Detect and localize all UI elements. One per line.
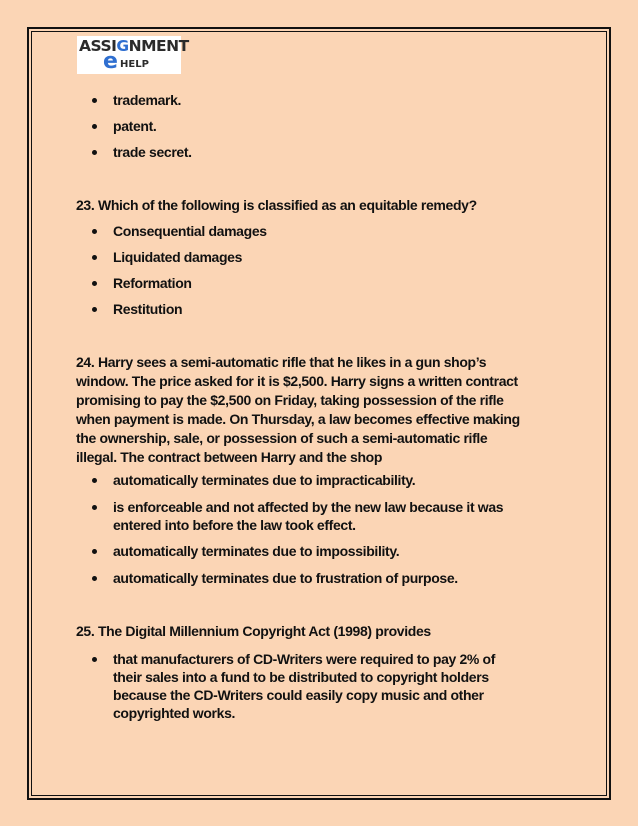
option-text: automatically terminates due to impracticability. [113, 472, 416, 488]
logo-text-part: ASSI [79, 37, 117, 55]
question-24-line: promising to pay the $2,500 on Friday, taking possession of the rifle [76, 392, 504, 408]
bullet-icon [92, 576, 97, 581]
question-24-line: illegal. The contract between Harry and the shop [76, 449, 383, 465]
bullet-icon [92, 150, 97, 155]
option-text-continued: entered into before the law took effect. [113, 517, 356, 533]
bullet-icon [92, 478, 97, 483]
bullet-icon [92, 657, 97, 662]
question-24-line: the ownership, sale, or possession of such a semi-automatic rifle [76, 430, 488, 446]
logo-wordmark [79, 37, 189, 55]
question-23: 23. Which of the following is classified as an equitable remedy? [76, 197, 477, 213]
bullet-icon [92, 255, 97, 260]
option-text: trademark. [113, 92, 182, 108]
option-text: that manufacturers of CD-Writers were required to pay 2% of [113, 651, 496, 667]
option-text: Restitution [113, 301, 183, 317]
option-text: patent. [113, 118, 157, 134]
option-text: trade secret. [113, 144, 192, 160]
logo-help-text: HELP [120, 59, 149, 70]
option-text: Liquidated damages [113, 249, 243, 265]
option-text-continued: copyrighted works. [113, 705, 236, 721]
bullet-icon [92, 124, 97, 129]
assignment-help-logo [77, 36, 189, 74]
option-text-continued: their sales into a fund to be distributed to copyright holders [113, 669, 489, 685]
question-24-line: when payment is made. On Thursday, a law becomes effective making [76, 411, 520, 427]
option-text-continued: because the CD-Writers could easily copy music and other [113, 687, 484, 703]
logo-text-g: G [116, 37, 129, 55]
bullet-icon [92, 307, 97, 312]
option-text: Reformation [113, 275, 192, 291]
option-text: Consequential damages [113, 223, 267, 239]
bullet-icon [92, 281, 97, 286]
bullet-icon [92, 229, 97, 234]
logo-e-glyph: e [103, 49, 118, 74]
question-24-line: 24. Harry sees a semi-automatic rifle that he likes in a gun shop’s [76, 354, 487, 370]
option-text: automatically terminates due to frustration of purpose. [113, 570, 458, 586]
logo-text-part: NMENT [128, 37, 189, 55]
question-24-line: window. The price asked for it is $2,500. Harry signs a written contract [76, 373, 518, 389]
question-25: 25. The Digital Millennium Copyright Act (1998) provides [76, 623, 431, 639]
option-text: is enforceable and not affected by the new law because it was [113, 499, 504, 515]
bullet-icon [92, 549, 97, 554]
bullet-icon [92, 505, 97, 510]
option-text: automatically terminates due to impossibility. [113, 543, 400, 559]
bullet-icon [92, 98, 97, 103]
